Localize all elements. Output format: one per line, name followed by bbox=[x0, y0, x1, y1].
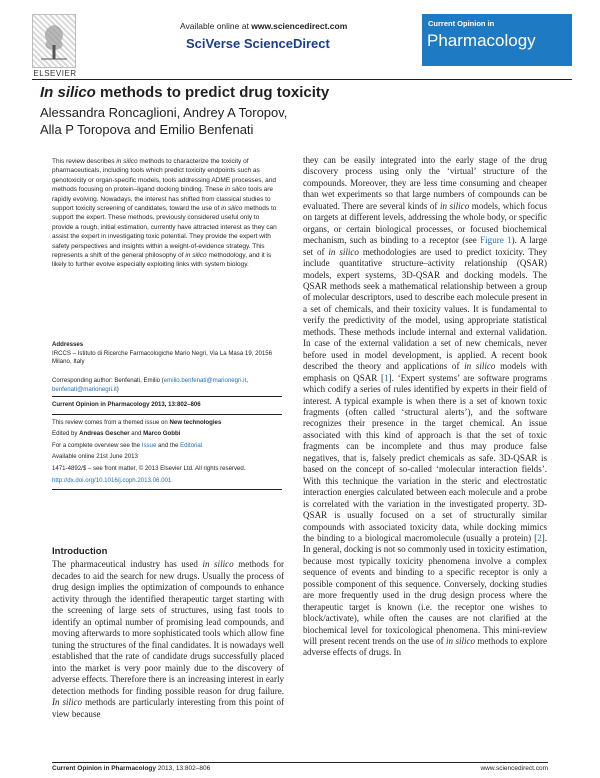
issue-link[interactable]: Issue bbox=[141, 441, 157, 449]
themed-issue: This review comes from a themed issue on New technologies bbox=[52, 418, 222, 426]
right-column-text: they can be easily integrated into the early stage of the drug discovery process using only the ‘virtual’ structure of the compounds. Moreover, they are less time consuming and cheaper than wet experiments so that large numbers of compounds can be evaluated. There are several kinds of in silico models, which focus on targets at different levels, addressing the whole body, or specific organs, or certain biological processes, or focused biochemical mechanism, such as binding to a receptor (see Figure 1). A large set of in silico methodologies are used to predict toxicity. They include quantitative structure–activity relationship (QSAR) models, expert systems, 3D-QSAR and docking models. The QSAR methods seek a mathematical relationship between a group of molecular descriptors, used to describe each molecule present in a set of chemicals, and their toxicity values. It is fundamental to verify the predictivity of the model, using appropriate statistical methods. These methods include internal and external validation. In case of the external validation a set of new chemicals, never before used in model development, is applied. A recent book described the theory and applications of in silico models with emphasis on QSAR [1]. ‘Expert systems’ are software programs which codify a series of rules identified by experts in their field of interest. A typical example is when there is a set of known toxic fragments (often called ‘structural alerts’), and the software recognizes their presence in the target chemical. An issue associated with this kind of approach is that the set of toxic fragments can be incomplete and thus may produce false negatives, that is, falsely predict chemicals as safe. 3D-QSAR is based on the concept of so-called ‘molecular interaction fields’. With this technique the variation in the steric and electrostatic interaction energies calculated between each molecule and a probe is correlated with the variation in the investigated property. 3D-QSAR is usually focused on a set of structurally similar compounds with associated toxicity data, while docking mimics the binding to a biological macromolecule (usually a protein) [2]. In general, docking is not so commonly used in toxicity estimation, because most typically toxicity phenomena involve a complex sequence of events and binding to a specific receptor is only a possible component of this sequence. Conversely, docking studies are more frequently used in the drug design process where the therapeutic target is known (i.e. the receptor one wishes to block/activate), while often the causes are not clarified at the biochemical level for toxicological phenomena. This mini-review will present recent trends on the use of in silico methods to explore adverse effects of drugs. In bbox=[303, 155, 548, 658]
journal-banner-line1: Current Opinion in bbox=[428, 19, 495, 28]
article-info-box bbox=[52, 394, 282, 524]
infobox-top-rule bbox=[52, 396, 282, 397]
abstract: This review describes in silico methods to characterize the toxicity of pharmaceuticals, including tools which predict toxicity endpoints such as genotoxicity or organ-specific models, tools addressing ADME processes, and methods focusing on protein–ligand docking binding. These in silico tools are rapidly evolving. Nowadays, the interest has shifted from classical studies to support toxicity screening of candidates, toward the use of in silico methods to support the expert. These methods, previously considered useful only to provide a rough, initial estimation, currently have attracted interest as they can assist the expert in investigating toxic potential. They provide the expert with safety perspectives and insights within a weight-of-evidence strategy. This represents a shift of the general philosophy of in silico methodology, and it is likely to further evolve especially exploiting links with system biology. bbox=[52, 158, 277, 269]
corresponding-author: Corresponding author: Benfenati, Emilio (emilio.benfenati@marionegri.it, benfenati@marionegri.it) bbox=[52, 377, 248, 393]
addresses-text: IRCCS – Istituto di Ricerche Farmacologiche Mario Negri, Via La Masa 19, 20156 Milano, Italy bbox=[52, 349, 273, 366]
tree-icon bbox=[39, 21, 69, 61]
reference-2-link[interactable]: 2 bbox=[537, 532, 542, 543]
doi-link[interactable]: http://dx.doi.org/10.1016/j.coph.2013.06.001 bbox=[52, 476, 172, 484]
footer-citation: Current Opinion in Pharmacology 2013, 13:802–806 bbox=[52, 765, 211, 772]
elsevier-logo bbox=[32, 14, 76, 68]
infobox-bottom-rule bbox=[52, 489, 282, 490]
footer-url[interactable]: www.sciencedirect.com bbox=[480, 765, 548, 772]
platform-name: SciVerse ScienceDirect bbox=[186, 36, 330, 51]
author-list bbox=[40, 104, 360, 138]
publisher-name: ELSEVIER bbox=[33, 69, 77, 78]
article-title: In silico methods to predict drug toxicity bbox=[40, 84, 330, 101]
availability-line: Available online at www.sciencedirect.com bbox=[180, 21, 348, 31]
figure-1-link[interactable]: Figure 1 bbox=[480, 235, 512, 246]
introduction-heading: Introduction bbox=[52, 546, 108, 557]
journal-reference: Current Opinion in Pharmacology 2013, 13:802–806 bbox=[52, 401, 201, 408]
authors-line-1: Alessandra Roncaglioni, Andrey A Toropov, bbox=[40, 105, 288, 120]
infobox-rule bbox=[52, 414, 282, 415]
journal-banner-line2: Pharmacology bbox=[427, 31, 536, 50]
addresses bbox=[52, 341, 282, 367]
available-online-date: Available online 21st June 2013 bbox=[52, 453, 138, 461]
addresses-heading: Addresses bbox=[52, 341, 84, 348]
email-link-1[interactable]: emilio.benfenati@marionegri.it bbox=[163, 377, 247, 384]
authors-line-2: Alla P Toropova and Emilio Benfenati bbox=[40, 122, 254, 137]
journal-banner bbox=[422, 14, 572, 66]
header-divider bbox=[32, 79, 572, 80]
sciencedirect-url[interactable]: www.sciencedirect.com bbox=[251, 21, 348, 31]
footer-divider bbox=[52, 762, 548, 763]
email-link-2[interactable]: benfenati@marionegri.it bbox=[52, 385, 117, 393]
overview-line: For a complete overview see the Issue and the Editorial bbox=[52, 441, 203, 449]
editorial-link[interactable]: Editorial bbox=[180, 441, 203, 449]
copyright-notice: 1471-4892/$ – see front matter, © 2013 Elsevier Ltd. All rights reserved. bbox=[52, 464, 246, 472]
reference-1-link[interactable]: 1 bbox=[384, 372, 389, 383]
doi-row bbox=[52, 476, 282, 488]
edited-by: Edited by Andreas Gescher and Marco Gobbi bbox=[52, 430, 181, 438]
introduction-text: The pharmaceutical industry has used in silico methods for decades to aid the search for new drugs. Usually the process of drug design implies the optimization of compounds to enhance activity through the identified therapeutic target starting with the screening of large sets of structures, using fast tools to identify an optimal number of promising lead compounds, and moving afterwards to more sophisticated tools which allow fine tuning the structures of the final candidates. It is nowadays well established that the rate of candidate drugs successfully placed into the market is very poor mainly due to the discovery of adverse effects. Therefore there is an increasing interest in early detection methods for finding possible reason for drug failure. In silico methods are particularly interesting from this point of view because bbox=[52, 559, 284, 719]
